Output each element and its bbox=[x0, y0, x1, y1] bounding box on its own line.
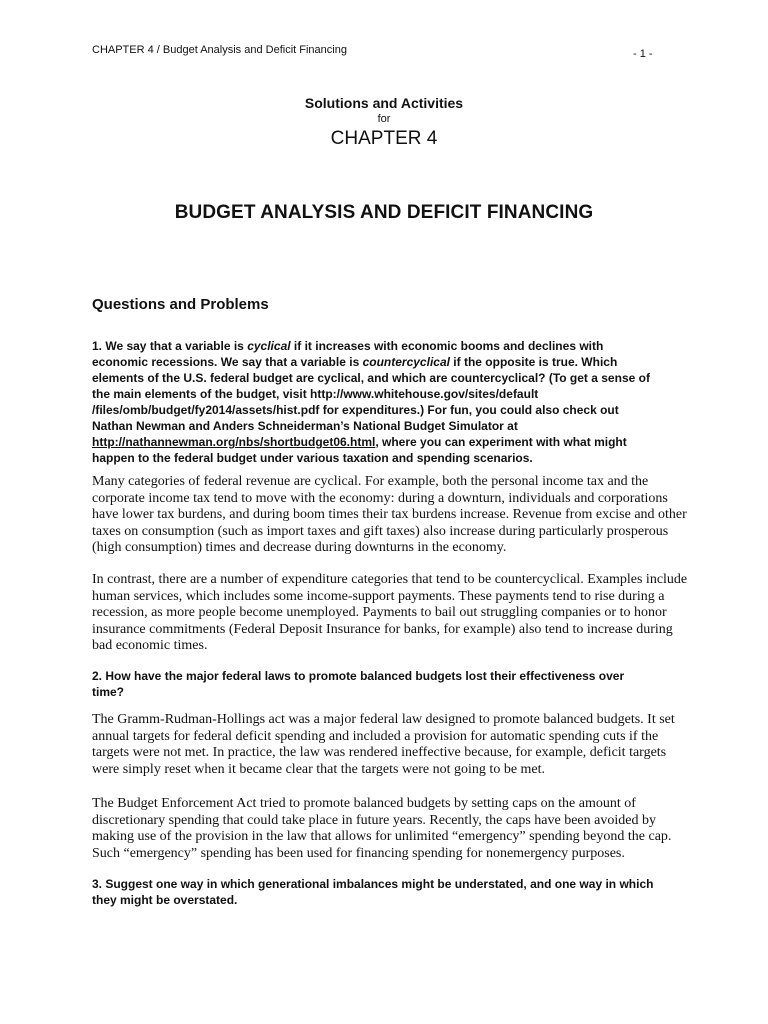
running-header: CHAPTER 4 / Budget Analysis and Deficit Financing bbox=[92, 44, 347, 56]
answer-1-paragraph-1: Many categories of federal revenue are cyclical. For example, both the personal income tax and the corporate income tax tend to move with the economy: during a downturn, individuals and corporations have lower tax burdens, and during boom times their tax burdens increase. Revenue from excise and other taxes on consumption (such as import taxes and gift taxes) also increase during particularly prosperous (high consumption) times and decrease during downturns in the economy. bbox=[92, 474, 687, 555]
question-2: 2. How have the major federal laws to promote balanced budgets lost their effectiveness over time? bbox=[92, 669, 625, 699]
question-1: 1. We say that a variable is cyclical if it increases with economic booms and declines with economic recessions. We say that a variable is countercyclical if the opposite is true. Which elements of the U.S. federal budget are cyclical, and which are countercyclical? (To get a sense of the main elements of the budget, visit http://www.whitehouse.gov/sites/default /files/omb/budget/fy2014/assets/hist.pdf for expenditures.) For fun, you could also check out Nathan Newman and Anders Schneiderman’s National Budget Simulator at http://nathannewman.org/nbs/shortbudget06.html, where you can experiment with what might happen to the federal budget under various taxation and spending scenarios. bbox=[92, 339, 650, 465]
subtitle-solutions: Solutions and Activities bbox=[304, 95, 464, 111]
chapter-label: CHAPTER 4 bbox=[330, 128, 438, 149]
answer-2-paragraph-1: The Gramm-Rudman-Hollings act was a major federal law designed to promote balanced budgets. It set annual targets for federal deficit spending and included a provision for automatic spending cuts if the targets were not met. In practice, the law was rendered ineffective because, for example, deficit targets were simply reset when it became clear that the targets were not going to be met. bbox=[92, 712, 675, 777]
budget-simulator-link[interactable]: http://nathannewman.org/nbs/shortbudget06.html bbox=[92, 435, 376, 449]
answer-1-paragraph-2: In contrast, there are a number of expenditure categories that tend to be countercyclical. Examples include human services, which includes some income-support payments. These payments tend to rise during a recession, as more people become unemployed. Payments to bail out struggling companies or to honor insurance commitments (Federal Deposit Insurance for banks, for example) also tend to increase during bad economic times. bbox=[92, 572, 688, 653]
question-3: 3. Suggest one way in which generational imbalances might be understated, and one way in which they might be overstated. bbox=[92, 877, 654, 907]
page-number: - 1 - bbox=[633, 48, 653, 60]
page-title: BUDGET ANALYSIS AND DEFICIT FINANCING bbox=[174, 202, 594, 223]
section-heading: Questions and Problems bbox=[92, 296, 269, 313]
subtitle-for: for bbox=[377, 113, 391, 125]
answer-2-paragraph-2: The Budget Enforcement Act tried to promote balanced budgets by setting caps on the amount of discretionary spending that could take place in future years. Recently, the caps have been avoided by making use of the provision in the law that allows for unlimited “emergency” spending beyond the cap. Such “emergency” spending has been used for financing spending for nonemergency purposes. bbox=[92, 796, 672, 861]
